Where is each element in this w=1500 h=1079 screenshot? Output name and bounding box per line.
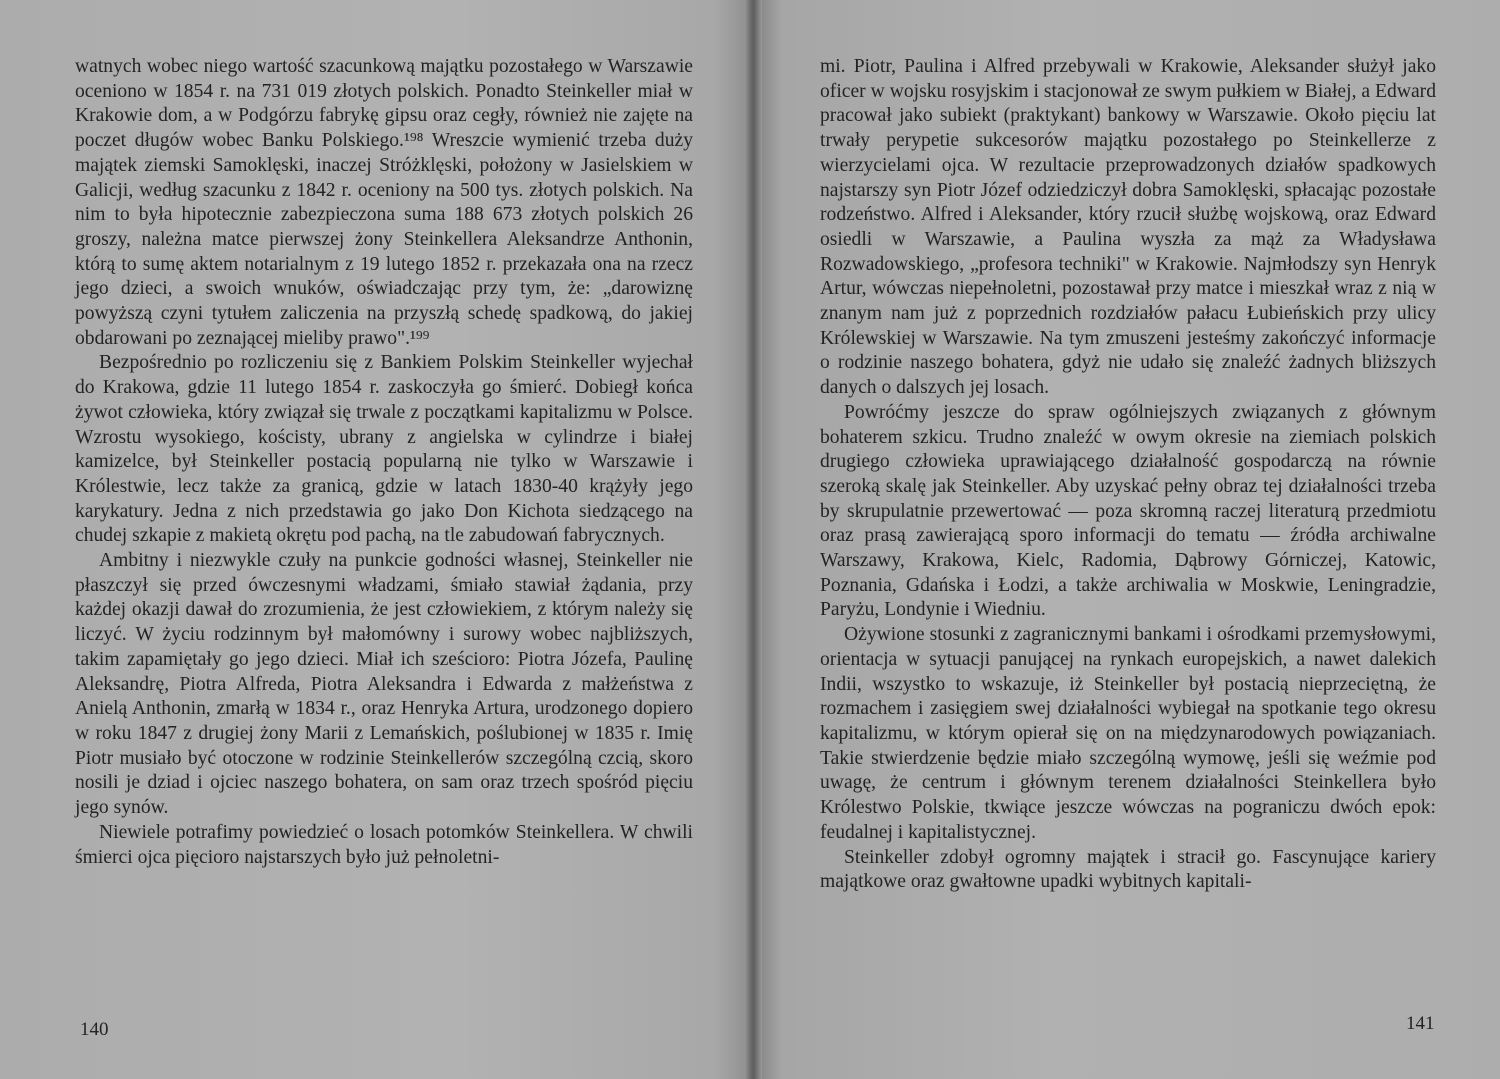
right-page-text (820, 55, 1436, 895)
page-number: 140 (80, 1019, 109, 1040)
page-number: 141 (1406, 1013, 1435, 1034)
paragraph: watnych wobec niego wartość szacunkową majątku pozostałego w Warszawie oceniono w 1854 r. na 731 019 złotych polskich. Ponadto Steinkeller miał w Krakowie dom, a w Podgórzu fabrykę gipsu oraz cegły, również nie zajęte na poczet długów wobec Banku Polskiego.¹⁹⁸ Wreszcie wymienić trzeba duży majątek ziemski Samoklęski, inaczej Stróżklęski, położony w Jasielskiem w Galicji, według szacunku z 1842 r. oceniony na 500 tys. złotych polskich. Na nim to była hipotecznie zabezpieczona suma 188 673 złotych polskich 26 groszy, należna matce pierwszej żony Steinkellera Aleksandrze Anthonin, którą to sumę aktem notarialnym z 19 lutego 1852 r. przekazała ona na rzecz jego dzieci, a swoich wnuków, oświadczając przy tym, że: „darowiznę powyższą czyni tytułem zaliczenia na przyszłą schedę spadkową, do jakiej obdarowani po zeznającej mieliby prawo".¹⁹⁹ (75, 56, 693, 349)
paragraph: Ambitny i niezwykle czuły na punkcie godności własnej, Steinkeller nie płaszczył się przed ówczesnymi władzami, śmiało stawiał żądania, przy każdej okazji dawał do zrozumienia, że jest człowiekiem, z którym należy się liczyć. W życiu rodzinnym był małomówny i surowy wobec najbliższych, takim zapamiętały go jego dzieci. Miał ich sześcioro: Piotra Józefa, Paulinę Aleksandrę, Piotra Alfreda, Piotra Aleksandra i Edwarda z małżeństwa z Anielą Anthonin, zmarłą w 1834 r., oraz Henryka Artura, urodzonego dopiero w roku 1847 z drugiej żony Marii z Lemańskich, poślubionej w 1835 r. Imię Piotr musiało być otoczone w rodzinie Steinkellerów szczególną czcią, skoro nosili je dziad i ojciec naszego bohatera, on sam oraz trzech spośród pięciu jego synów. (75, 550, 693, 819)
right-page (752, 0, 1500, 1079)
book-gutter (746, 0, 762, 1079)
paragraph: Bezpośrednio po rozliczeniu się z Bankiem Polskim Steinkeller wyjechał do Krakowa, gdzie 11 lutego 1854 r. zaskoczyła go śmierć. Dobiegł końca żywot człowieka, który związał się trwale z początkami kapitalizmu w Polsce. Wzrostu wysokiego, kościsty, ubrany z angielska w cylindrze i białej kamizelce, był Steinkeller postacią popularną nie tylko w Warszawie i Królestwie, lecz także za granicą, gdzie w latach 1830-40 krążyły jego karykatury. Jedna z nich przedstawia go jako Don Kichota siedzącego na chudej szkapie z makietą okrętu pod pachą, na tle zabudowań fabrycznych. (75, 352, 693, 547)
paragraph: Steinkeller zdobył ogromny majątek i stracił go. Fascynujące kariery majątkowe oraz gwałtowne upadki wybitnych kapitali- (820, 846, 1436, 893)
paragraph: Ożywione stosunki z zagranicznymi bankami i ośrodkami przemysłowymi, orientacja w sytuacji panującej na rynkach europejskich, a nawet dalekich Indii, wszystko to wskazuje, iż Steinkeller był postacią nieprzeciętną, że rozmachem i zasięgiem swej działalności wybiegał na spotkanie tego okresu kapitalizmu, w którym opierał się on na międzynarodowych powiązaniach. Takie stwierdzenie będzie miało szczególną wymowę, jeśli się weźmie pod uwagę, że centrum i głównym terenem działalności Steinkellera było Królestwo Polskie, tkwiące jeszcze wówczas na pograniczu dwóch epok: feudalnej i kapitalistycznej. (820, 624, 1436, 843)
paragraph: Powróćmy jeszcze do spraw ogólniejszych związanych z głównym bohaterem szkicu. Trudno znaleźć w owym okresie na ziemiach polskich drugiego człowieka uprawiającego działalność gospodarczą na równie szeroką skalę jak Steinkeller. Aby uzyskać pełny obraz tej działalności trzeba by skrupulatnie przewertować — poza skromną raczej literaturą przedmiotu oraz prasą zawierającą sporo informacji do tematu — źródła archiwalne Warszawy, Krakowa, Kielc, Radomia, Dąbrowy Górniczej, Katowic, Poznania, Gdańska i Łodzi, a także archiwalia w Moskwie, Leningradzie, Paryżu, Londynie i Wiedniu. (820, 401, 1436, 621)
paragraph: Niewiele potrafimy powiedzieć o losach potomków Steinkellera. W chwili śmierci ojca pięcioro najstarszych było już pełnoletni- (75, 821, 693, 868)
paragraph: mi. Piotr, Paulina i Alfred przebywali w Krakowie, Aleksander służył jako oficer w wojsku rosyjskim i stacjonował ze swym pułkiem w Białej, a Edward pracował jako subiekt (praktykant) bankowy w Warszawie. Około pięciu lat trwały perypetie sukcesorów majątku pozostałego po Steinkellerze z wierzycielami ojca. W rezultacie przeprowadzonych działów spadkowych najstarszy syn Piotr Józef odziedziczył dobra Samoklęski, spłacając pozostałe rodzeństwo. Alfred i Aleksander, który rzucił służbę wojskową, oraz Edward osiedli w Warszawie, a Paulina wyszła za mąż za Władysława Rozwadowskiego, „profesora techniki" w Krakowie. Najmłodszy syn Henryk Artur, wówczas niepełnoletni, pozostawał przy matce i mieszkał wraz z nią w znanym nam już z poprzednich rozdziałów pałacu Łubieńskich przy ulicy Królewskiej w Warszawie. Na tym zmuszeni jesteśmy zakończyć informacje o rodzinie naszego bohatera, gdyż nie udało się znaleźć żadnych bliższych danych o dalszych jej losach. (820, 56, 1436, 399)
left-page-text (75, 55, 693, 870)
